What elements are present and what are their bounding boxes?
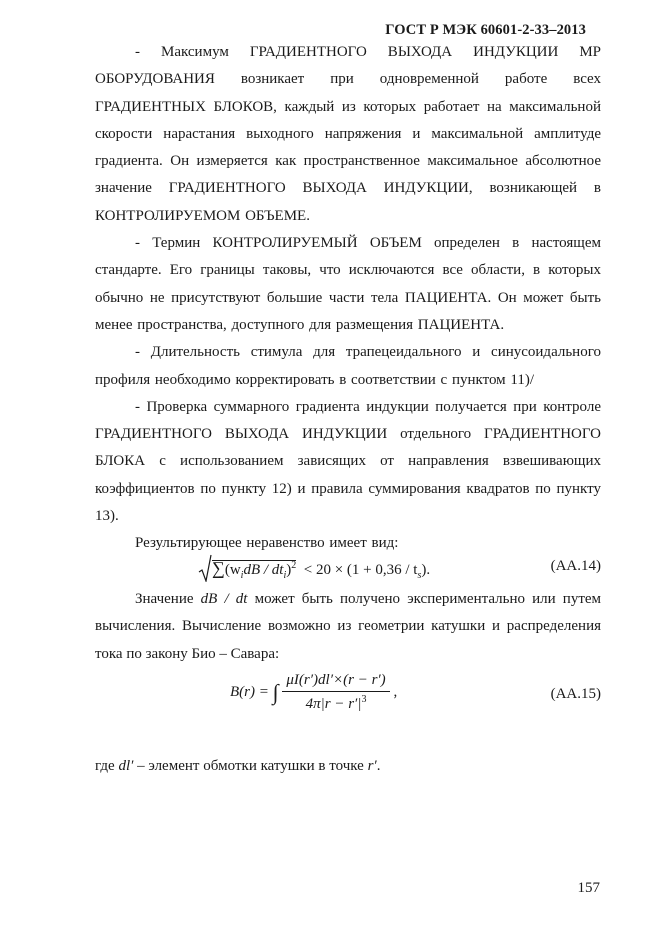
paragraph: - Длительность стимула для трапецеидального и синусоидального профиля необходимо корректировать в соответствии с пунктом 11)/ — [95, 344, 601, 388]
paragraph: - Проверка суммарного градиента индукции получается при контроле ГРАДИЕНТНОГО ВЫХОДА ИНДУКЦИИ отдельного ГРАДИЕНТНОГО БЛОКА с использованием зависящих от направления взвешивающих коэффициентов по пункту 12) и правила суммирования квадратов по пункту 13). — [95, 398, 601, 525]
equation-number: (AA.14) — [550, 558, 601, 574]
paragraph-value: Значение dB / dt может быть получено экспериментально или путем вычисления. Вычисление возможно из геометрии катушки и распределения тока по закону Био – Савара: — [95, 591, 602, 662]
closing-line: где dl′ – элемент обмотки катушки в точке r′. — [95, 758, 381, 774]
document-header: ГОСТ Р МЭК 60601-2-33–2013 — [385, 22, 586, 38]
fraction: $\frac{\mu I(r')dl'\times(r - r')}{4\pi|r - r'|^3}$ — [282, 672, 389, 713]
paragraph: - Максимум ГРАДИЕНТНОГО ВЫХОДА ИНДУКЦИИ МР ОБОРУДОВАНИЯ возникает при одновременной работе всех ГРАДИЕНТНЫХ БЛОКОВ, каждый из которых работает на максимальной скорости нарастания выходного напряжения и максимальной амплитуде градиента. Он измеряется как пространственное максимальное абсолютное значение ГРАДИЕНТНОГО ВЫХОДА ИНДУКЦИИ, возникающей в КОНТРОЛИРУЕМОМ ОБЪЕМЕ. — [95, 44, 601, 224]
equation-number: (AA.15) — [550, 686, 601, 702]
equation-aa14-formula: $\sum(w_idB / dt_i)^2 < 20 \times (1 + 0,36 / t_s)$. — [198, 554, 430, 582]
paragraph: - Термин КОНТРОЛИРУЕМЫЙ ОБЪЕМ определен в настоящем стандарте. Его границы таковы, что исключаются все области, в которых обычно не присутствуют большие части тела ПАЦИЕНТА. Он может быть менее пространства, доступного для размещения ПАЦИЕНТА. — [95, 235, 601, 333]
equation-aa15 — [0, 672, 662, 722]
sqrt-icon — [198, 554, 212, 582]
paragraph: Результирующее неравенство имеет вид: — [135, 535, 399, 552]
equation-aa15-formula: B(r) = ∫ $\frac{\mu I(r')dl'\times(r - r')}{4\pi|r - r'|^3}$ , — [230, 672, 398, 712]
page-number: 157 — [577, 880, 600, 896]
body-text — [95, 39, 601, 558]
